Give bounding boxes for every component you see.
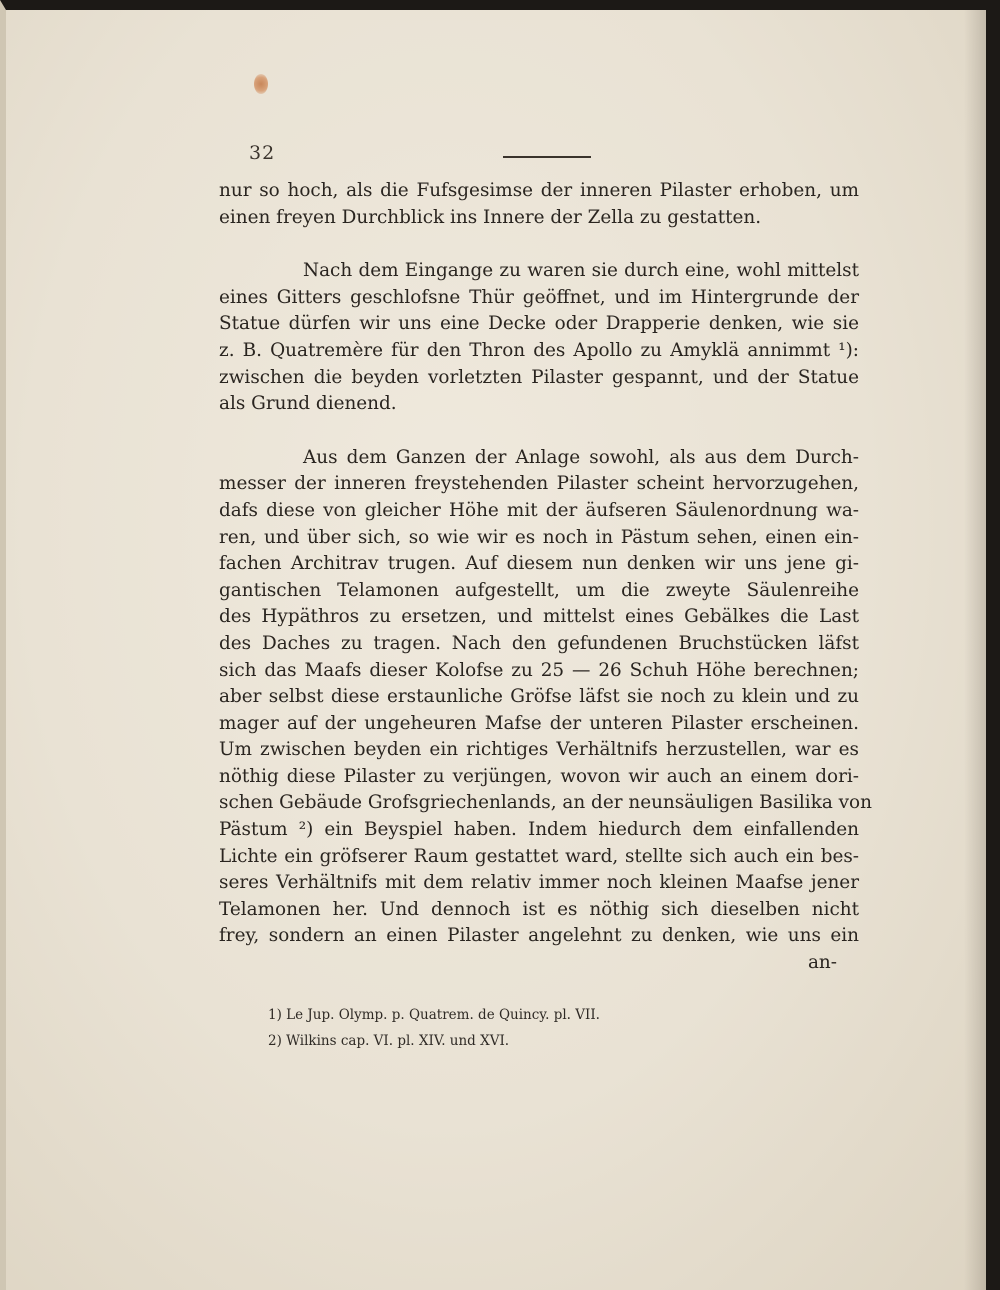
text-line: nöthig diese Pilaster zu verjüngen, wovon wir auch an einem dori- <box>219 765 859 787</box>
body-text <box>219 178 872 977</box>
text-line: dafs diese von gleicher Höhe mit der äufseren Säulenordnung wa- <box>219 499 859 521</box>
page-number: 32 <box>249 142 276 164</box>
text-line: Statue dürfen wir uns eine Decke oder Drapperie denken, wie sie <box>219 313 859 335</box>
paper-stain <box>254 74 268 94</box>
text-line: des Hypäthros zu ersetzen, und mittelst eines Gebälkes die Last <box>219 606 859 628</box>
catchword: an- <box>807 952 837 974</box>
header-rule <box>503 156 591 158</box>
text-line: zwischen die beyden vorletzten Pilaster gespannt, und der Statue <box>219 366 859 388</box>
footnotes <box>268 1002 788 1054</box>
text-line: ren, und über sich, so wie wir es noch in Pästum sehen, einen ein- <box>219 526 859 548</box>
paragraph-gap <box>219 418 859 445</box>
text-line: fachen Architrav trugen. Auf diesem nun denken wir uns jene gi- <box>219 553 859 575</box>
paragraph-gap <box>219 231 859 258</box>
page-edge-shadow <box>964 10 986 1290</box>
text-line: Um zwischen beyden ein richtiges Verhältnifs herzustellen, war es <box>219 739 859 761</box>
text-line: eines Gitters geschlofsne Thür geöffnet, und im Hintergrunde der <box>219 286 859 308</box>
text-line: messer der inneren freystehenden Pilaster scheint hervorzugehen, <box>219 473 859 495</box>
text-line: gantischen Telamonen aufgestellt, um die zweyte Säulenreihe <box>219 579 859 601</box>
text-line: sich das Maafs dieser Kolofse zu 25 — 26 Schuh Höhe berechnen; <box>219 659 859 681</box>
text-line: Lichte ein gröfserer Raum gestattet ward, stellte sich auch ein bes- <box>219 845 859 867</box>
text-line: aber selbst diese erstaunliche Gröfse läfst sie noch zu klein und zu <box>219 686 859 708</box>
text-line: z. B. Quatremère für den Thron des Apollo zu Amyklä annimmt ¹): <box>219 339 859 361</box>
text-line: als Grund dienend. <box>219 393 397 415</box>
footnote-2: 2) Wilkins cap. VI. pl. XIV. und XVI. <box>268 1033 510 1049</box>
text-line: Telamonen her. Und dennoch ist es nöthig sich dieselben nicht <box>219 898 859 920</box>
text-line: einen freyen Durchblick ins Innere der Zella zu gestatten. <box>219 206 762 228</box>
text-line: mager auf der ungeheuren Mafse der unteren Pilaster erscheinen. <box>219 712 859 734</box>
text-line: Aus dem Ganzen der Anlage sowohl, als aus dem Durch- <box>303 446 859 468</box>
text-line: frey, sondern an einen Pilaster angelehnt zu denken, wie uns ein <box>219 925 859 947</box>
text-line: Pästum ²) ein Beyspiel haben. Indem hiedurch dem einfallenden <box>219 819 859 841</box>
text-line: nur so hoch, als die Fufsgesimse der inneren Pilaster erhoben, um <box>219 180 859 201</box>
text-line: seres Verhältnifs mit dem relativ immer noch kleinen Maafse jener <box>219 872 859 894</box>
text-line: schen Gebäude Grofsgriechenlands, an der neunsäuligen Basilika von <box>219 792 872 814</box>
text-line: Nach dem Eingange zu waren sie durch eine, wohl mittelst <box>303 260 859 282</box>
footnote-1: 1) Le Jup. Olymp. p. Quatrem. de Quincy. pl. VII. <box>268 1007 600 1023</box>
text-line: des Daches zu tragen. Nach den gefundenen Bruchstücken läfst <box>219 632 859 654</box>
